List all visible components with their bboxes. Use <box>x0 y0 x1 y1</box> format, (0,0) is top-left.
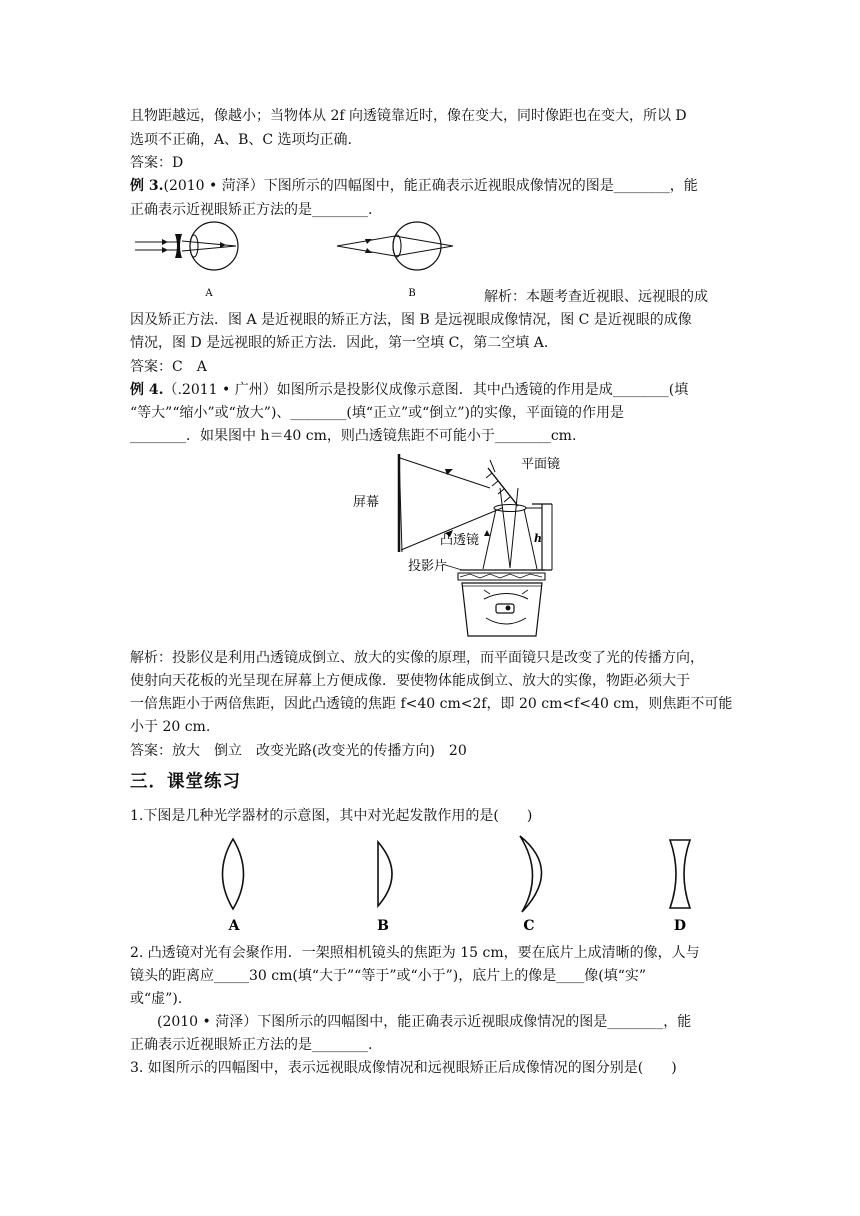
screen-label: 屏幕 <box>353 495 380 510</box>
answer-line: 答案：D <box>130 155 184 171</box>
example-3-question-line2: 正确表示近视眼矫正方法的是________. <box>130 202 373 218</box>
example-4-analysis: 使射向天花板的光呈现在屏幕上方便成像．要使物体能成倒立、放大的实像，物距必须大于 <box>130 673 690 689</box>
example-4-question-line2: “等大”“缩小”或“放大”)、________(填“正立”或“倒立”)的实像，平面镜的作用是 <box>130 405 624 421</box>
exercise-2b-question: (2010 • 菏泽）下图所示的四幅图中，能正确表示近视眼成像情况的图是________，能 <box>157 1014 692 1030</box>
mirror-label: 平面镜 <box>521 457 561 472</box>
example-4-analysis: 解析：投影仪是利用凸透镜成倒立、放大的实像的原理，而平面镜只是改变了光的传播方向， <box>130 650 704 666</box>
example-3-analysis-start: 解析：本题考查近视眼、远视眼的成 <box>484 289 708 305</box>
example-4-question-line3: ________．如果图中 h＝40 cm，则凸透镜焦距不可能小于________cm. <box>130 428 577 444</box>
exercise-2-question: 2. 凸透镜对光有会聚作用．一架照相机镜头的焦距为 15 cm，要在底片上成清晰的像，人与 <box>130 945 700 961</box>
example-4-analysis: 小于 20 cm. <box>130 719 211 735</box>
paragraph-line: 且物距越远，像越小；当物体从 2f 向透镜靠近时，像在变大，同时像距也在变大，所以 D <box>130 108 687 124</box>
example-4-question <box>130 380 688 400</box>
slide-label: 投影片 <box>408 559 448 574</box>
lens-shapes-figure <box>200 834 720 934</box>
example-4-analysis: 一倍焦距小于两倍焦距，因此凸透镜的焦距 f<40 cm<2f，即 20 cm<f<40 cm，则焦距不可能 <box>130 696 733 712</box>
exercise-2b-question: 正确表示近视眼矫正方法的是________. <box>130 1037 373 1053</box>
example-4-text: （.2011 • 广州）如图所示是投影仪成像示意图．其中凸透镜的作用是成________(填 <box>163 382 689 398</box>
lens-label-a: A <box>228 918 240 934</box>
example-3-question <box>130 176 698 196</box>
projector-diagram <box>350 446 560 638</box>
lens-label-c: C <box>523 918 535 934</box>
example-3-analysis: 情况，图 D 是远视眼的矫正方法．因此，第一空填 C，第二空填 A. <box>130 335 549 351</box>
lens-label-b: B <box>377 918 389 934</box>
eye-diagram-b <box>335 226 465 298</box>
lens-label: 凸透镜 <box>440 533 480 548</box>
eye-diagram-a <box>130 226 260 298</box>
exercise-2-question: 镜头的距离应_____30 cm(填“大于”“等于”或“小于”)，底片上的像是____像(填“实” <box>130 968 647 984</box>
figure-label-a: A <box>205 288 213 299</box>
exercise-3-question: 3. 如图所示的四幅图中，表示远视眼成像情况和远视眼矫正后成像情况的图分别是( ) <box>130 1060 677 1076</box>
figure-label-b: B <box>408 288 416 299</box>
paragraph-line: 选项不正确，A、B、C 选项均正确. <box>130 132 353 148</box>
example-3-text: (2010 • 菏泽）下图所示的四幅图中，能正确表示近视眼成像情况的图是________，能 <box>163 178 698 194</box>
example-3-analysis: 因及矫正方法．图 A 是近视眼的矫正方法，图 B 是远视眼成像情况，图 C 是近视眼的成像 <box>130 312 692 328</box>
example-3-label: 例 3. <box>130 178 164 194</box>
exercise-1-question: 1.下图是几种光学器材的示意图，其中对光起发散作用的是( ) <box>130 808 533 824</box>
height-label: h <box>534 532 542 545</box>
example-3-answer: 答案：C A <box>130 359 207 375</box>
example-4-label: 例 4. <box>130 382 164 398</box>
example-4-answer: 答案：放大 倒立 改变光路(改变光的传播方向) 20 <box>130 743 467 759</box>
lens-label-d: D <box>673 918 687 934</box>
exercise-2-question: 或“虚”). <box>130 991 183 1007</box>
section-title: 三．课堂练习 <box>130 772 241 792</box>
